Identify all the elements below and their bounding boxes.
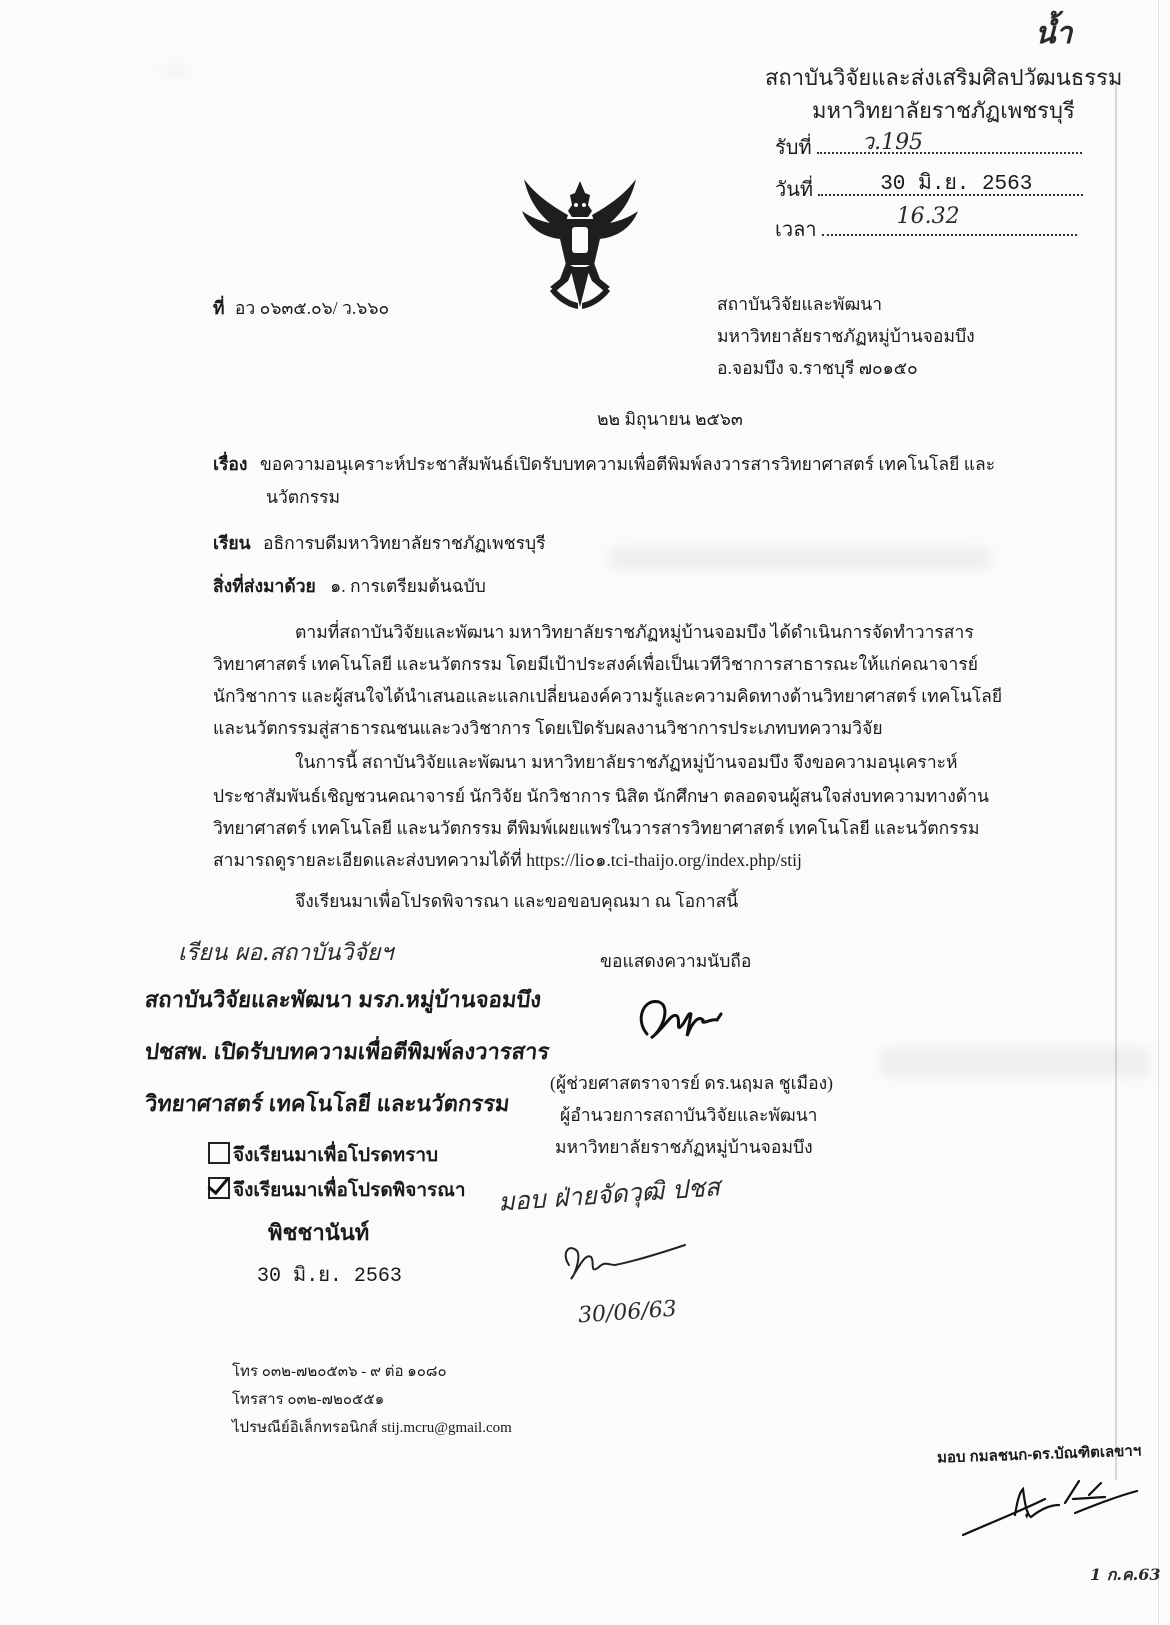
contact-line: โทรสาร ๐๓๒-๗๒๐๕๕๑ xyxy=(232,1392,385,1408)
enclosure-row xyxy=(213,570,486,602)
body-para1-line: และนวัตกรรมสู่สาธารณชนและวงวิชาการ โดยเปิดรับผลงานวิชาการประเภทบทความวิจัย xyxy=(213,718,883,738)
signer-title2: มหาวิทยาลัยราชภัฏหมู่บ้านจอมบึง xyxy=(555,1137,813,1157)
garuda-emblem-icon xyxy=(520,175,640,315)
sender-line: มหาวิทยาลัยราชภัฏหมู่บ้านจอมบึง xyxy=(717,326,975,346)
stamp-date-row xyxy=(775,172,1083,205)
director-initial-signature xyxy=(555,1235,695,1295)
subject-line2: นวัตกรรม xyxy=(266,487,341,507)
signer-name: (ผู้ช่วยศาสตราจารย์ ดร.นฤมล ชูเมือง) xyxy=(550,1073,833,1093)
director-note: มอบ ฝ่ายจัดวุฒิ ปชส xyxy=(497,1172,721,1217)
routing-note-line: วิทยาศาสตร์ เทคโนโลยี และนวัตกรรม xyxy=(143,1091,511,1116)
stamp-receive-row xyxy=(775,130,1082,163)
sender-line: สถาบันวิจัยและพัฒนา xyxy=(717,294,883,314)
salutation-recipient: อธิการบดีมหาวิทยาลัยราชภัฏเพชรบุรี xyxy=(262,533,546,553)
corner-mark: น้ำ xyxy=(1035,16,1073,51)
contact-line: ไปรษณีย์อิเล็กทรอนิกส์ stij.mcru@gmail.com xyxy=(232,1420,512,1436)
stamp-receive-label: รับที่ xyxy=(775,137,812,159)
director-date: 30/06/63 xyxy=(577,1296,678,1329)
option-inform-checkbox[interactable] xyxy=(208,1142,230,1164)
salutation-label: เรียน xyxy=(213,533,251,553)
body-para2-line: สามารถดูรายละเอียดและส่งบทความได้ที่ https://li๐๑.tci-thaijo.org/index.php/stij xyxy=(213,850,802,870)
enclosure-label: สิ่งที่ส่งมาด้วย xyxy=(213,576,316,596)
final-signature xyxy=(955,1475,1145,1550)
body-para2-line: ประชาสัมพันธ์เชิญชวนคณาจารย์ นักวิจัย นักวิชาการ นิสิต นักศึกษา ตลอดจนผู้สนใจส่งบทความทางด้าน xyxy=(213,786,989,806)
scan-speck xyxy=(160,68,190,74)
regards-text: ขอแสดงความนับถือ xyxy=(600,951,752,971)
option-consider-checkbox[interactable] xyxy=(208,1177,230,1199)
body-para1-line: ตามที่สถาบันวิจัยและพัฒนา มหาวิทยาลัยราชภัฏหมู่บ้านจอมบึง ได้ดำเนินการจัดทำวารสาร xyxy=(295,622,974,642)
stamp-time-row xyxy=(775,204,1077,245)
signer-title1: ผู้อำนวยการสถาบันวิจัยและพัฒนา xyxy=(560,1105,818,1125)
option-inform-label: จึงเรียนมาเพื่อโปรดทราบ xyxy=(233,1145,439,1166)
handler-name: พิชชานันท์ xyxy=(268,1220,370,1245)
salutation-row xyxy=(213,527,545,559)
body-para2-line: ในการนี้ สถาบันวิจัยและพัฒนา มหาวิทยาลัยราชภัฏหมู่บ้านจอมบึง จึงขอความอนุเคราะห์ xyxy=(295,752,958,772)
stamp-org-line1: สถาบันวิจัยและส่งเสริมศิลปวัฒนธรรม xyxy=(765,65,1123,90)
stamp-time-label: เวลา xyxy=(775,219,817,241)
reference-label: ที่ xyxy=(213,298,225,318)
stamp-date-value: 30 มิ.ย. 2563 xyxy=(880,173,1033,196)
handler-date: 30 มิ.ย. 2563 xyxy=(257,1265,402,1288)
contact-line: โทร ๐๓๒-๗๒๐๕๓๖ - ๙ ต่อ ๑๐๘๐ xyxy=(232,1364,447,1380)
stamp-time-dots xyxy=(822,204,1077,236)
body-para2-line: วิทยาศาสตร์ เทคโนโลยี และนวัตกรรม ตีพิมพ์เผยแพร่ในวารสารวิทยาศาสตร์ เทคโนโลยี และนวัตกรรม xyxy=(213,818,980,838)
sender-address xyxy=(717,288,975,384)
routing-note-line: สถาบันวิจัยและพัฒนา มรภ.หมู่บ้านจอมบึง xyxy=(143,987,543,1012)
subject-line1: ขอความอนุเคราะห์ประชาสัมพันธ์เปิดรับบทความเพื่อตีพิมพ์ลงวารสารวิทยาศาสตร์ เทคโนโลยี และ xyxy=(259,454,996,474)
subject-label: เรื่อง xyxy=(213,454,248,474)
option-consider-row xyxy=(208,1175,466,1207)
enclosure-value: ๑. การเตรียมต้นฉบับ xyxy=(330,576,486,596)
director-signature xyxy=(625,990,735,1060)
stamp-date-dots xyxy=(818,172,1083,196)
scan-edge-line xyxy=(1158,0,1159,1625)
scan-smudge xyxy=(610,548,990,570)
stamp-receive-dots xyxy=(817,130,1082,154)
subject-row xyxy=(213,448,995,480)
stamp-date-label: วันที่ xyxy=(775,179,814,201)
body-para1-line: นักวิชาการ และผู้สนใจได้นำเสนอและแลกเปลี่ยนองค์ความรู้และความคิดทางด้านวิทยาศาสตร์ เทคโนโลยี xyxy=(213,686,1003,706)
scan-smudge xyxy=(880,1048,1150,1076)
body-para1-line: วิทยาศาสตร์ เทคโนโลยี และนวัตกรรม โดยมีเป้าประสงค์เพื่อเป็นเวทีวิชาการสาธารณะให้แก่คณาจารย์ xyxy=(213,654,978,674)
stamp-time-value: 16.32 xyxy=(896,204,960,229)
closing-sentence: จึงเรียนมาเพื่อโปรดพิจารณา และขอขอบคุณมา ณ โอกาสนี้ xyxy=(295,891,739,911)
reference-number: อว ๐๖๓๕.๐๖/ ว.๖๖๐ xyxy=(234,298,390,318)
final-note: มอบ กมลชนก-ดร.บัณฑิตเลขาฯ xyxy=(936,1442,1142,1467)
final-date: 1 ก.ค.63 xyxy=(1090,1565,1161,1584)
option-consider-label: จึงเรียนมาเพื่อโปรดพิจารณา xyxy=(233,1180,466,1201)
routing-note-line: ปชสพ. เปิดรับบทความเพื่อตีพิมพ์ลงวารสาร xyxy=(143,1039,551,1064)
scan-edge-line xyxy=(1115,80,1117,1480)
letter-reference xyxy=(213,292,389,324)
stamp-receive-no: ว.195 xyxy=(861,130,924,155)
contact-block xyxy=(232,1358,512,1442)
stamp-org-line2: มหาวิทยาลัยราชภัฏเพชรบุรี xyxy=(812,98,1075,123)
option-inform-row xyxy=(208,1140,438,1172)
sender-line: อ.จอมบึง จ.ราชบุรี ๗๐๑๕๐ xyxy=(717,358,918,378)
letter-date: ๒๒ มิถุนายน ๒๕๖๓ xyxy=(597,409,743,429)
routing-to-line: เรียน ผอ.สถาบันวิจัยฯ xyxy=(178,940,394,966)
